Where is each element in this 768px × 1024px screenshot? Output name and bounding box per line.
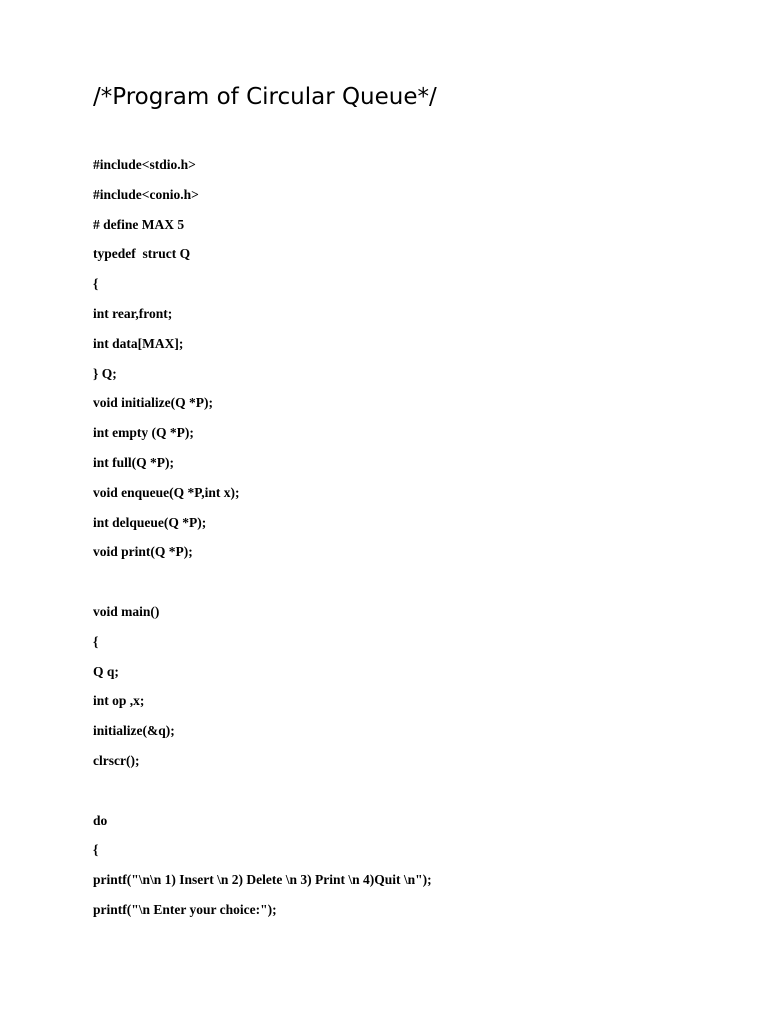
code-line: { — [93, 842, 99, 858]
code-line: clrscr(); — [93, 752, 140, 768]
code-listing — [93, 150, 432, 925]
code-line: typedef struct Q — [93, 246, 191, 262]
code-line: int data[MAX]; — [93, 335, 184, 351]
code-line: void enqueue(Q *P,int x); — [93, 484, 240, 500]
code-line: int delqueue(Q *P); — [93, 514, 207, 530]
code-line: int op ,x; — [93, 693, 145, 709]
code-line: int full(Q *P); — [93, 454, 174, 470]
code-line: printf("\n\n 1) Insert \n 2) Delete \n 3) Print \n 4)Quit \n"); — [93, 872, 432, 888]
code-line: int rear,front; — [93, 305, 173, 321]
blank-line — [93, 776, 432, 806]
code-line: #include<stdio.h> — [93, 157, 196, 172]
code-line: void initialize(Q *P); — [93, 395, 213, 411]
code-line: { — [93, 276, 99, 292]
code-line: do — [93, 812, 108, 828]
blank-line — [93, 567, 432, 597]
code-line: void print(Q *P); — [93, 544, 193, 560]
code-line: #include<conio.h> — [93, 186, 199, 202]
code-line: Q q; — [93, 663, 119, 679]
code-line: # define MAX 5 — [93, 216, 185, 232]
code-line: printf("\n Enter your choice:"); — [93, 901, 277, 917]
document-title: /*Program of Circular Queue*/ — [93, 84, 437, 110]
code-line: int empty (Q *P); — [93, 425, 194, 441]
code-line: { — [93, 633, 99, 649]
code-line: void main() — [93, 603, 160, 619]
code-line: initialize(&q); — [93, 723, 175, 739]
code-line: } Q; — [93, 365, 117, 381]
